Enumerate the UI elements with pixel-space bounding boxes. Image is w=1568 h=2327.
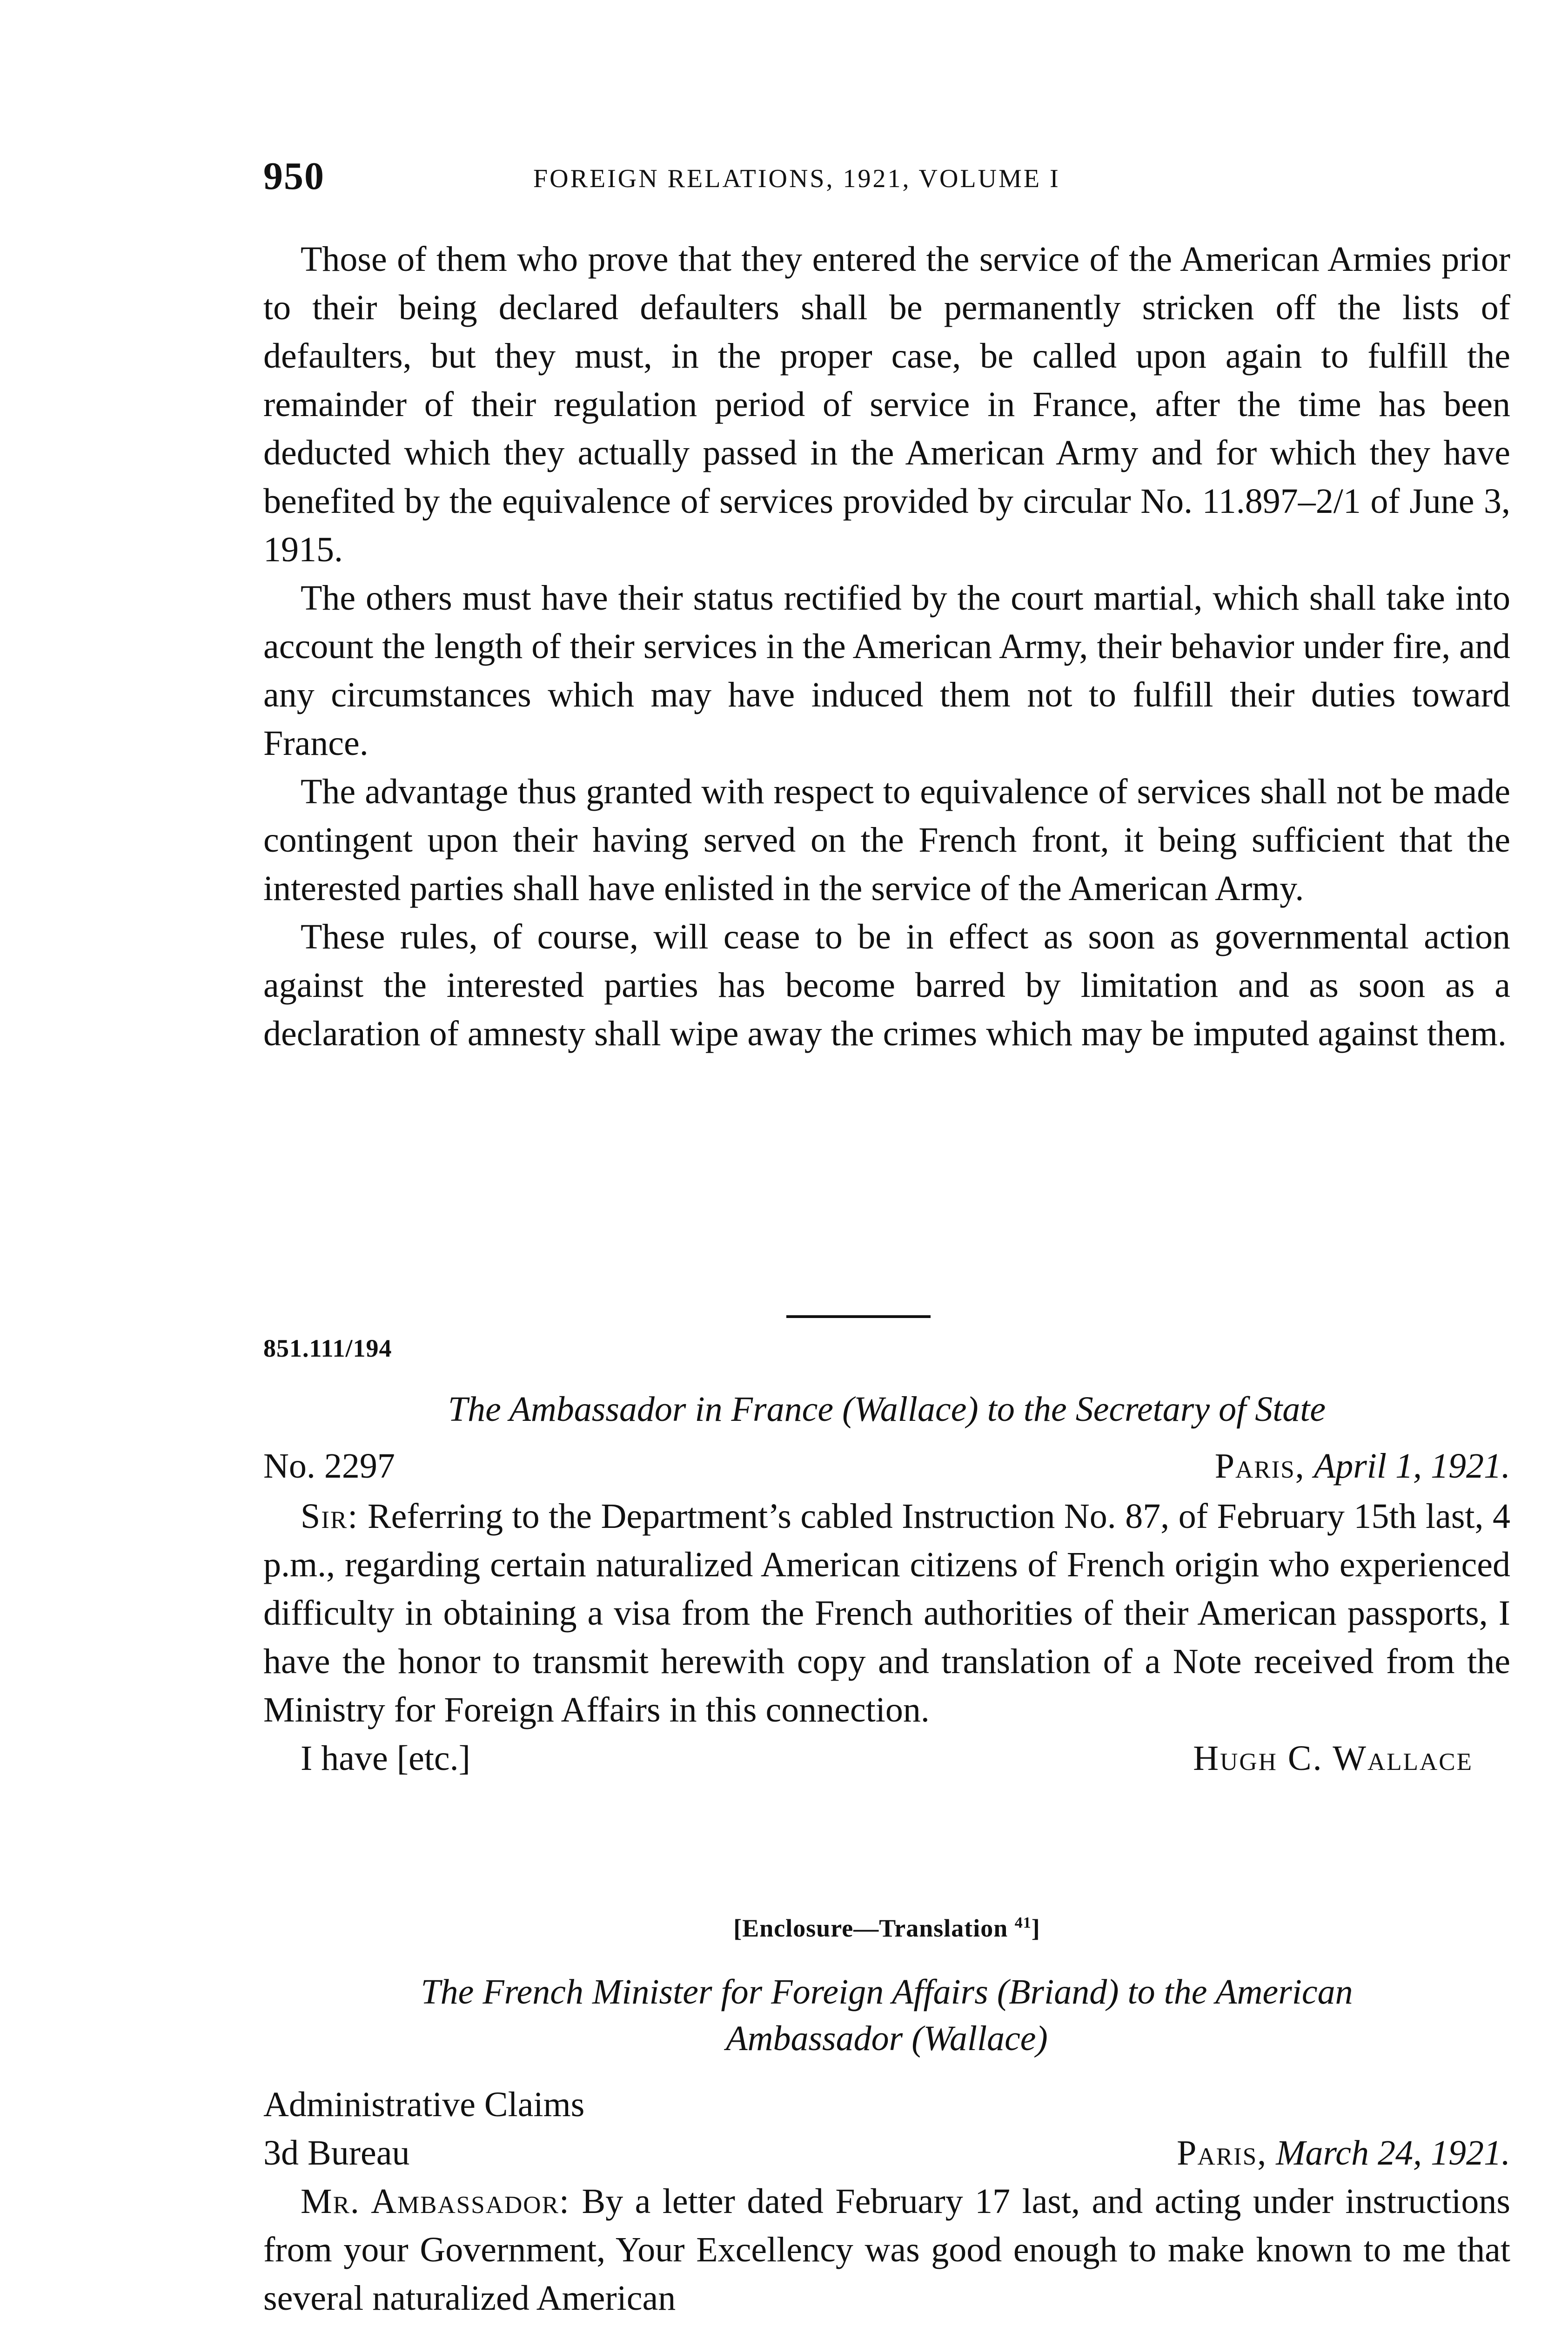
paragraph: These rules, of course, will cease to be in effect as soon as governmental action against the interested parties has become barred by limitation and as soon as a declaration of amnesty shall wipe away the crimes which may be imputed against them. (263, 917, 1510, 1053)
signoff (263, 1734, 1510, 1782)
file-number: 851.111/194 (263, 1334, 392, 1362)
enclosure-date: March 24, 1921. (1276, 2133, 1510, 2172)
paragraph: The advantage thus granted with respect to equivalence of services shall not be made contingent upon their having served on the French front, it being sufficient that the interested parties shall have enlisted in the service of the American Army. (263, 772, 1510, 908)
office-line-1: Administrative Claims (263, 2085, 585, 2124)
page-number: 950 (263, 155, 325, 198)
enclosure-title-line-1: The French Minister for Foreign Affairs (Briand) to the American (421, 1972, 1353, 2011)
paragraph: Those of them who prove that they entered the service of the American Armies prior to their being declared defaulters shall be permanently stricken off the lists of defaulters, but they must, in the proper case, be called upon again to fulfill the remainder of their regulation period of service in France, after the time has been deducted which they actually passed in the American Army and for which they have benefited by the equivalence of services provided by circular No. 11.897–2/1 of June 3, 1915. (263, 240, 1510, 569)
enclosure-label (263, 1914, 1510, 1943)
footnote-ref: 41 (1014, 1914, 1032, 1931)
enclosure-label-end: ] (1031, 1914, 1040, 1942)
enclosure-place: Paris, (1177, 2133, 1267, 2172)
document-number: No. 2297 (263, 1446, 395, 1486)
section-divider (786, 1315, 931, 1318)
place: Paris, (1214, 1446, 1305, 1486)
paragraph: The others must have their status rectified by the court martial, which shall take into account the length of their services in the American Army, their behavior under fire, and any circumstances which may have induced them not to fulfill their duties toward France. (263, 578, 1510, 763)
enclosure-label-text: [Enclosure—Translation (733, 1914, 1008, 1942)
continued-text (263, 235, 1510, 1058)
enclosure-title-line-2: Ambassador (Wallace) (726, 2019, 1048, 2058)
page-header (263, 154, 1510, 205)
enclosure-salutation: Mr. Ambassador: (301, 2182, 570, 2221)
dateline (263, 1442, 1510, 1490)
enclosure-place-date (1177, 2129, 1510, 2177)
letter-body (263, 1492, 1510, 1734)
place-date (1215, 1442, 1510, 1490)
date: April 1, 1921. (1313, 1446, 1510, 1486)
document-title: The Ambassador in France (Wallace) to the Secretary of State (448, 1390, 1326, 1429)
enclosure-body (263, 2177, 1510, 2322)
office-line-2: 3d Bureau (263, 2133, 410, 2172)
document-1 (263, 1334, 1510, 1782)
enclosure (263, 1914, 1510, 2322)
running-head: FOREIGN RELATIONS, 1921, VOLUME I (533, 164, 1060, 193)
enclosure-text: By a letter dated February 17 last, and acting under instructions from your Government, Your Excellency was good enough to make known to me that several naturalized American (263, 2182, 1510, 2318)
enclosure-dateline (263, 2129, 1510, 2177)
signature: Hugh C. Wallace (1193, 1739, 1473, 1778)
salutation: Sir: (301, 1497, 359, 1536)
closing: I have [etc.] (301, 1739, 470, 1778)
letter-text: Referring to the Department’s cabled Instruction No. 87, of February 15th last, 4 p.m., regarding certain naturalized American citizens of French origin who experienced difficulty in obtaining a visa from the French authorities of their American passports, I have the honor to transmit herewith copy and translation of a Note received from the Ministry for Foreign Affairs in this connection. (263, 1497, 1510, 1729)
